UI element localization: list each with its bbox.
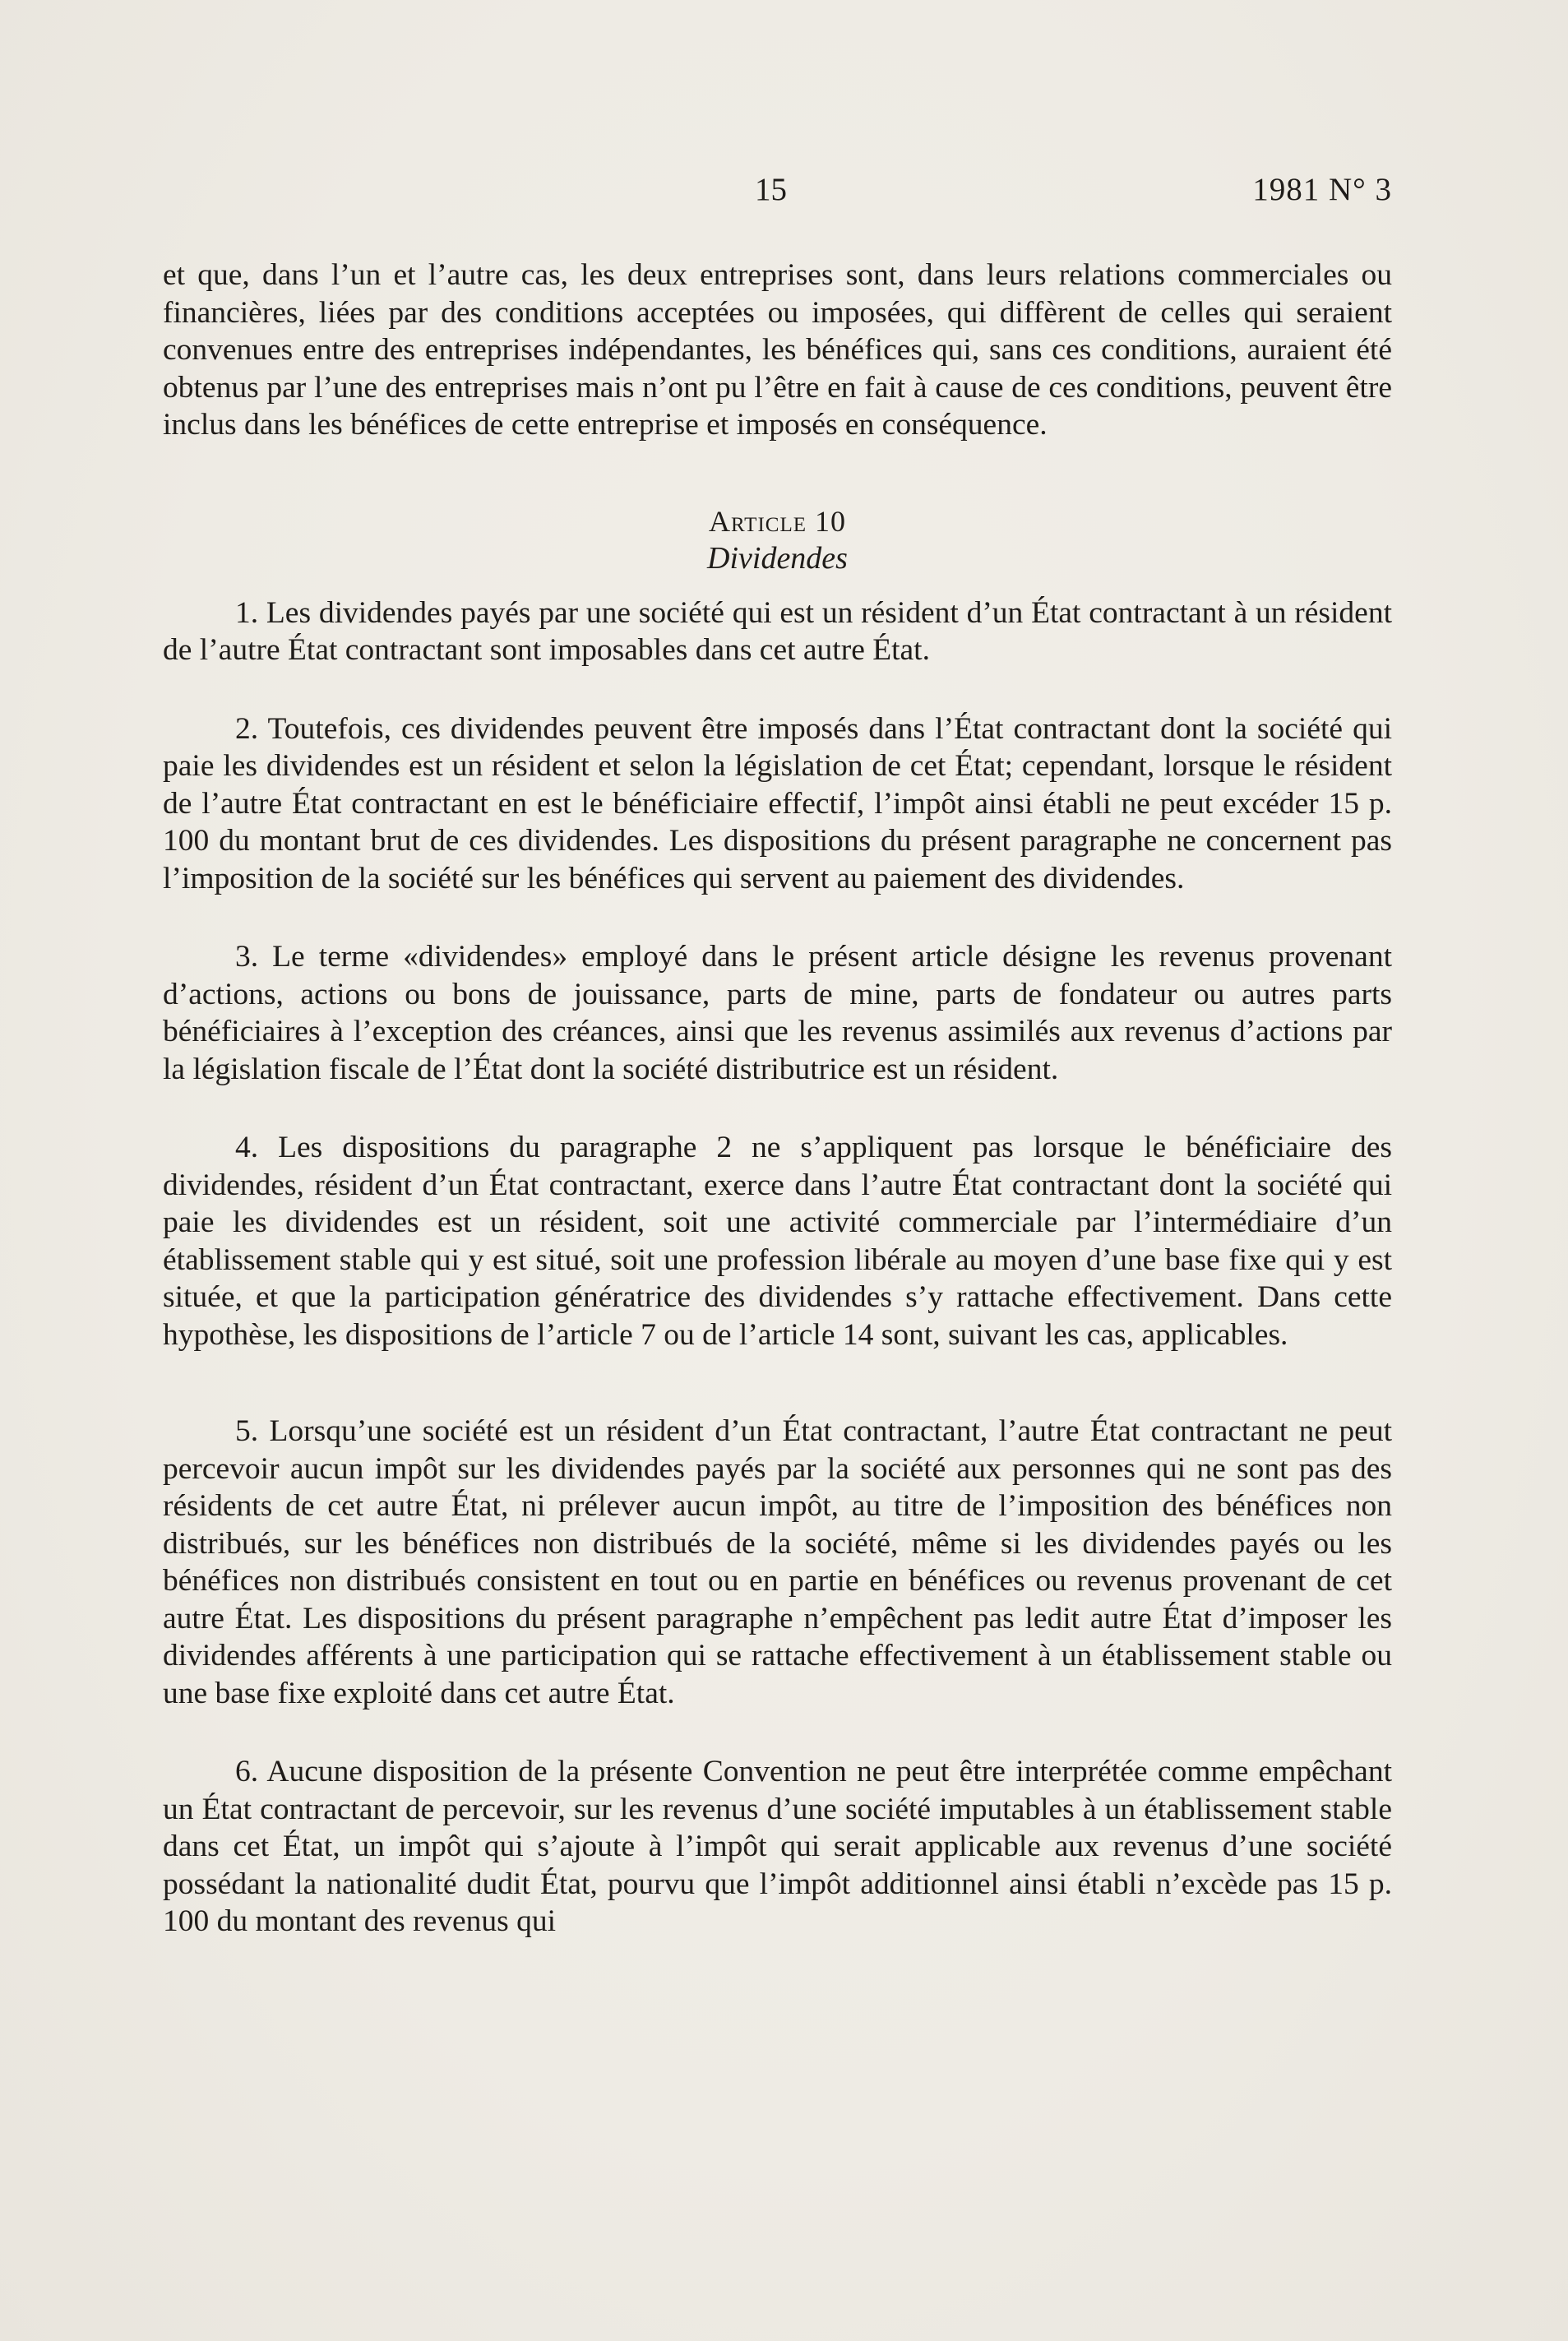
article-heading-text: Article 10: [709, 504, 846, 538]
paragraph-3: 3. Le terme «dividendes» employé dans le présent article désigne les revenus provenant d’actions, actions ou bons de jouissance, parts de mine, parts de fondateur ou autres parts bénéficiaires à l’exception des créances, ainsi que les revenus assimilés aux revenus d’actions par la législation fiscale de l’État dont la société distributrice est un résident.: [163, 940, 1392, 1086]
paragraph-6: 6. Aucune disposition de la présente Convention ne peut être interprétée comme empêchant un État contractant de percevoir, sur les revenus d’une société imputables à un établissement stable dans cet État, un impôt qui s’ajoute à l’impôt qui serait applicable aux revenus d’une société possédant la nationalité dudit État, pourvu que l’impôt additionnel ainsi établi n’excède pas 15 p. 100 du montant des revenus qui: [163, 1755, 1392, 1938]
paragraph-2: 2. Toutefois, ces dividendes peuvent être imposés dans l’État contractant dont la société qui paie les dividendes est un résident et selon la législation de cet État; cependant, lorsque le résident de l’autre État contractant en est le bénéficiaire effectif, l’impôt ainsi établi ne peut excéder 15 p. 100 du montant brut de ces dividendes. Les dispositions du présent paragraphe ne concernent pas l’imposition de la société sur les bénéfices qui servent au paiement des dividendes.: [163, 711, 1392, 895]
continuation-paragraph: et que, dans l’un et l’autre cas, les deux entreprises sont, dans leurs relations commerciales ou financières, liées par des conditions acceptées ou imposées, qui diffèrent de celles qui seraient convenues entre des entreprises indépendantes, les bénéfices qui, sans ces conditions, auraient été obtenus par l’une des entreprises mais n’ont pu l’être en fait à cause de ces conditions, peuvent être inclus dans les bénéfices de cette entreprise et imposés en conséquence.: [163, 258, 1392, 442]
article-subtitle: Dividendes: [707, 541, 848, 576]
paragraph-1: 1. Les dividendes payés par une société qui est un résident d’un État contractant à un résident de l’autre État contractant sont imposables dans cet autre État.: [163, 595, 1392, 667]
document-reference: 1981 N° 3: [1252, 172, 1392, 207]
page-header: [163, 171, 1392, 212]
document-body: [163, 257, 1392, 1941]
paragraph-5: 5. Lorsqu’une société est un résident d’un État contractant, l’autre État contractant ne peut percevoir aucun impôt sur les dividendes payés par la société aux personnes qui ne sont pas des résidents de cet autre État, ni prélever aucun impôt, au titre de l’imposition des bénéfices non distribués, sur les bénéfices non distribués de la société, même si les dividendes payés ou les bénéfices non distribués consistent en tout ou en partie en bénéfices ou revenus provenant de cet autre État. Les dispositions du présent paragraphe n’empêchent pas ledit autre État d’imposer les dividendes afférents à une participation qui se rattache effectivement à un établissement stable ou une base fixe exploité dans cet autre État.: [163, 1414, 1392, 1710]
paragraph-4: 4. Les dispositions du paragraphe 2 ne s’appliquent pas lorsque le bénéficiaire des dividendes, résident d’un État contractant, exerce dans l’autre État contractant dont la société qui paie les dividendes est un résident, soit une activité commerciale par l’intermédiaire d’un établissement stable qui y est situé, soit une profession libérale au moyen d’une base fixe qui y est située, et que la participation génératrice des dividendes s’y rattache effectivement. Dans cette hypothèse, les dispositions de l’article 7 ou de l’article 14 sont, suivant les cas, applicables.: [163, 1131, 1392, 1352]
page-number: 15: [755, 172, 787, 207]
article-heading: [163, 503, 1392, 541]
